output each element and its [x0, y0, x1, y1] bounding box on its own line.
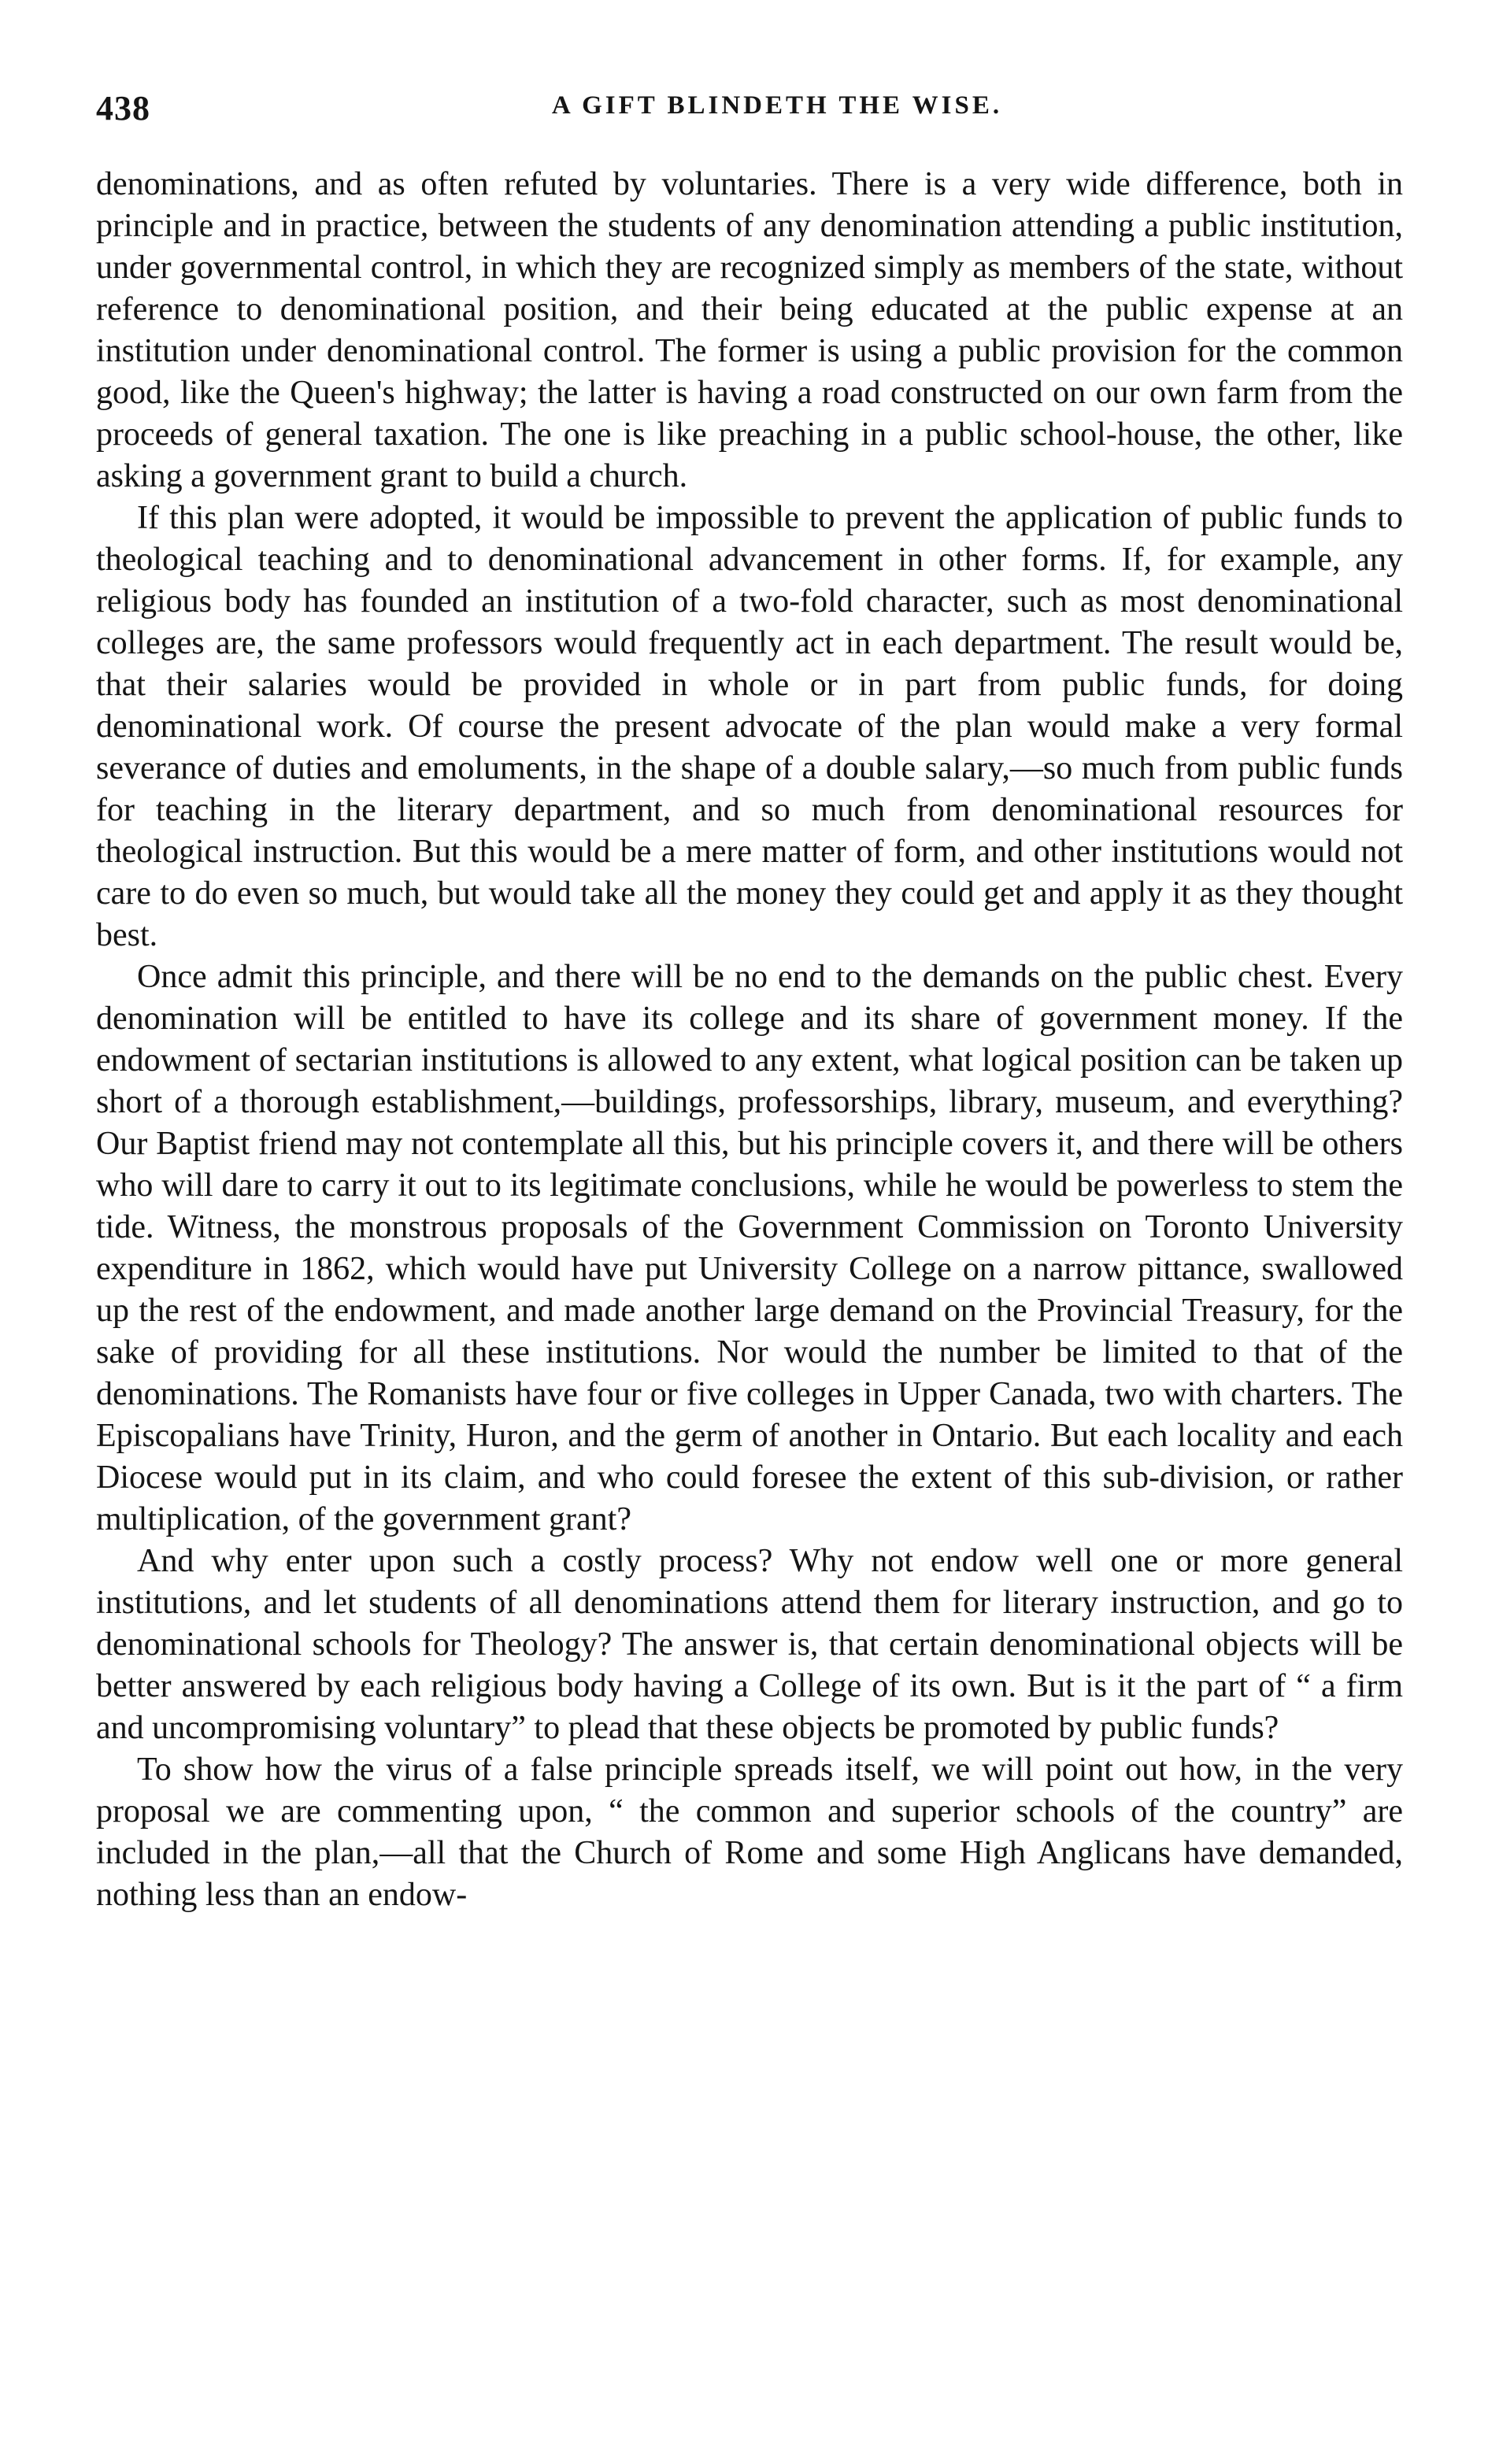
body-text	[96, 164, 1403, 1916]
running-title: A GIFT BLINDETH THE WISE.	[551, 91, 1003, 120]
page-number: 438	[96, 89, 150, 128]
paragraph: Once admit this principle, and there will be no end to the demands on the public chest. Every denomination will be entitled to have its college and its share of government money. If the endowment of sectarian institutions is allowed to any extent, what logical position can be taken up short of a thorough establishment,—buildings, professorships, library, museum, and everything? Our Baptist friend may not contemplate all this, but his principle covers it, and there will be others who will dare to carry it out to its legitimate conclusions, while he would be powerless to stem the tide. Witness, the monstrous proposals of the Government Commission on Toronto University expenditure in 1862, which would have put University College on a narrow pittance, swallowed up the rest of the endowment, and made another large demand on the Provincial Treasury, for the sake of providing for all these institutions. Nor would the number be limited to that of the denominations. The Romanists have four or five colleges in Upper Canada, two with charters. The Episcopalians have Trinity, Huron, and the germ of another in Ontario. But each locality and each Diocese would put in its claim, and who could foresee the extent of this sub-division, or rather multiplication, of the government grant?	[96, 959, 1403, 1537]
running-head	[96, 88, 1403, 143]
book-page	[96, 88, 1403, 1916]
paragraph: To show how the virus of a false principle spreads itself, we will point out how, in the very proposal we are commenting upon, “ the common and superior schools of the country” are included in the plan,—all that the Church of Rome and some High Anglicans have demanded, nothing less than an endow-	[96, 1752, 1403, 1913]
paragraph: If this plan were adopted, it would be impossible to prevent the application of public funds to theological teaching and to denominational advancement in other forms. If, for example, any religious body has founded an institution of a two-fold character, such as most denominational colleges are, the same professors would frequently act in each department. The result would be, that their salaries would be provided in whole or in part from public funds, for doing denominational work. Of course the present advocate of the plan would make a very formal severance of duties and emoluments, in the shape of a double salary,—so much from public funds for teaching in the literary department, and so much from denominational resources for theological instruction. But this would be a mere matter of form, and other institutions would not care to do even so much, but would take all the money they could get and apply it as they thought best.	[96, 500, 1403, 953]
paragraph: And why enter upon such a costly process? Why not endow well one or more general institutions, and let students of all denominations attend them for literary instruction, and go to denominational schools for Theology? The answer is, that certain denominational objects will be better answered by each religious body having a College of its own. But is it the part of “ a firm and uncompromising voluntary” to plead that these objects be promoted by public funds?	[96, 1543, 1403, 1746]
paragraph-continued: denominations, and as often refuted by voluntaries. There is a very wide difference, both in principle and in practice, between the students of any denomination attending a public institution, under governmental control, in which they are recognized simply as members of the state, without reference to denominational position, and their being educated at the public expense at an institution under denominational control. The former is using a public provision for the common good, like the Queen's highway; the latter is having a road constructed on our own farm from the proceeds of general taxation. The one is like preaching in a public school-house, the other, like asking a government grant to build a church.	[96, 166, 1403, 494]
